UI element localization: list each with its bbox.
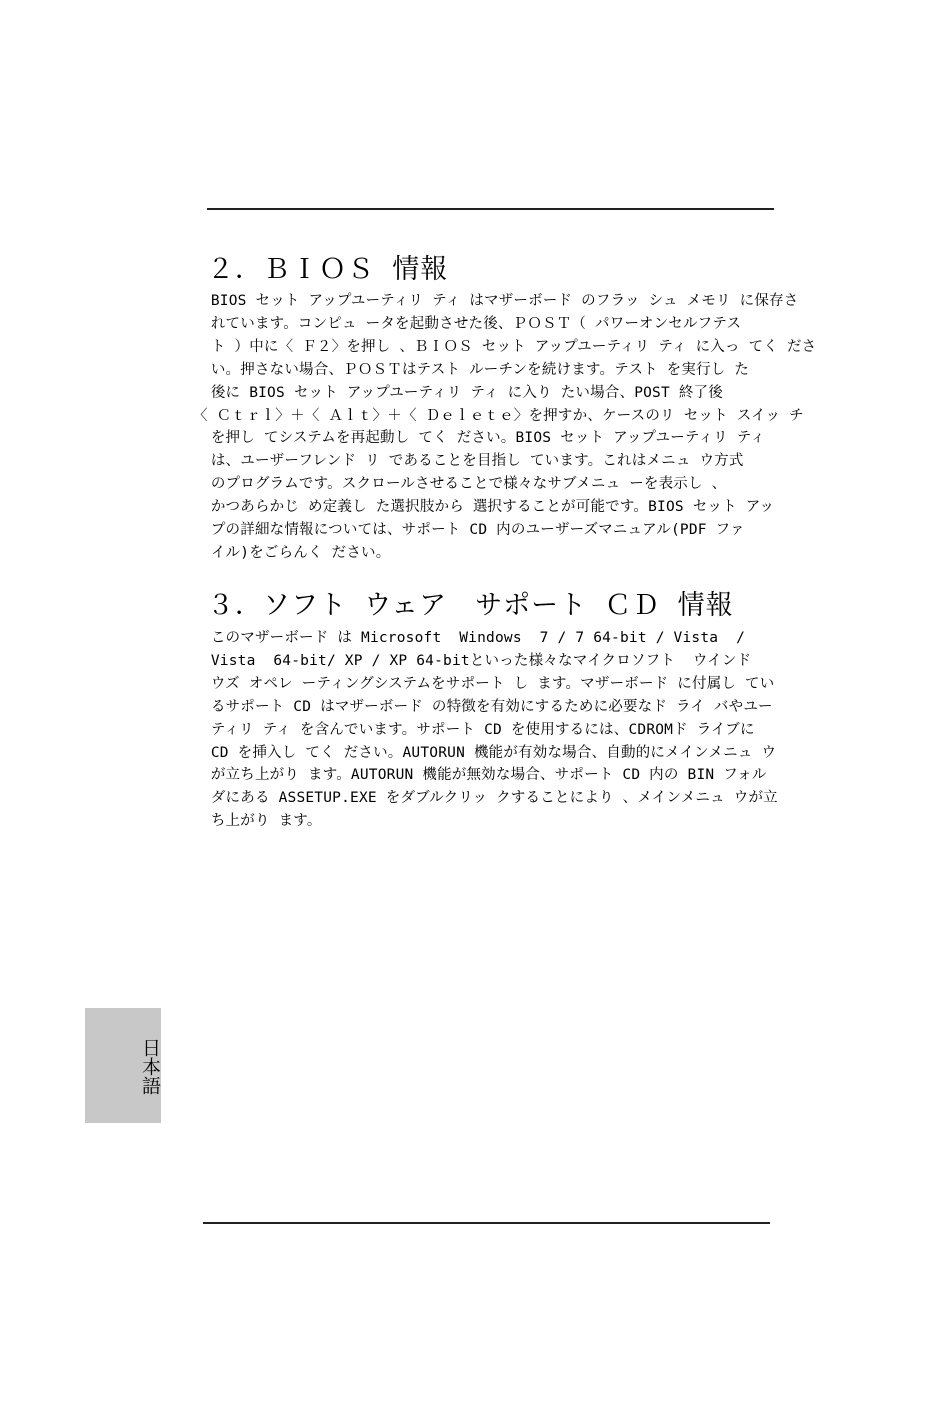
top-divider [207,208,774,210]
text-line: のプログラムです。スクロールさせることで様々なサブメニュ ーを表示し 、 [193,476,727,493]
bios-info-paragraph [193,290,816,565]
text-line: このマザーボード は Microsoft Windows 7 / 7 64-bit / Vista / [193,630,745,646]
text-line: ダにある ASSETUP.EXE をダブルクリッ クすることにより 、メインメニュ ウが立 [193,790,778,807]
text-line: 後に BIOS セット アップユーティリ ティ に入り たい場合、POST 終了後 [193,384,723,401]
bottom-divider [203,1222,770,1224]
bios-info-heading: ２．ＢＩＯＳ 情報 [207,254,449,285]
support-cd-paragraph [193,627,778,833]
language-tab [85,1008,161,1123]
text-line: れています。コンピュ ータを起動させた後、ＰＯＳＴ（ パワーオンセルフテス [193,315,742,332]
text-line: い。押さない場合、ＰＯＳＴはテスト ルーチンを続けます。テスト を実行し た [193,361,750,378]
support-cd-heading: ３．ソフト ウェア サポート ＣＤ 情報 [207,590,734,621]
text-line: るサポート CD はマザーボード の特徴を有効にするために必要なド ライ バやユー [193,698,773,715]
text-line: かつあらかじ め定義し た選択肢から 選択することが可能です。BIOS セット アッ [193,499,775,516]
text-line: ティリ ティ を含んでいます。サポート CD を使用するには、CDROMド ライブに [193,721,755,738]
text-line: ト ）中に〈 Ｆ２〉を押し 、ＢＩＯＳ セット アップユーティリ ティ に入っ てく ださ [193,338,817,355]
language-tab-label: 日本語 [139,1037,161,1095]
text-line: ウズ オペレ ーティングシステムをサポート し ます。マザーボード に付属し てい [193,675,775,692]
text-line: CD を挿入し てく ださい。AUTORUN 機能が有効な場合、自動的にメインメニュ ウ [193,744,777,761]
text-line: が立ち上がり ます。AUTORUN 機能が無効な場合、サポート CD 内の BIN フォル [193,767,767,784]
text-line: BIOS セット アップユーティリ ティ はマザーボード のフラッ シュ メモリ に保存さ [193,293,799,309]
text-line: Vista 64-bit/ XP / XP 64-bitといった様々なマイクロソフト ウインド [193,652,752,669]
text-line: イル)をごらんく ださい。 [193,544,391,561]
text-line: は、ユーザーフレンド リ であることを目指し ています。これはメニュ ウ方式 [193,453,744,470]
text-line: ち上がり ます。 [193,813,322,830]
text-line: プの詳細な情報については、サポート CD 内のユーザーズマニュアル(PDF ファ [193,522,745,539]
text-line: 〈 Ｃｔｒｌ〉＋〈 Ａｌｔ〉＋〈 Ｄｅｌｅｔｅ〉を押すか、ケースのリ セット スイッ チ [193,407,804,424]
text-line: を押し てシステムを再起動し てく ださい。BIOS セット アップユーティリ ティ [193,430,766,447]
